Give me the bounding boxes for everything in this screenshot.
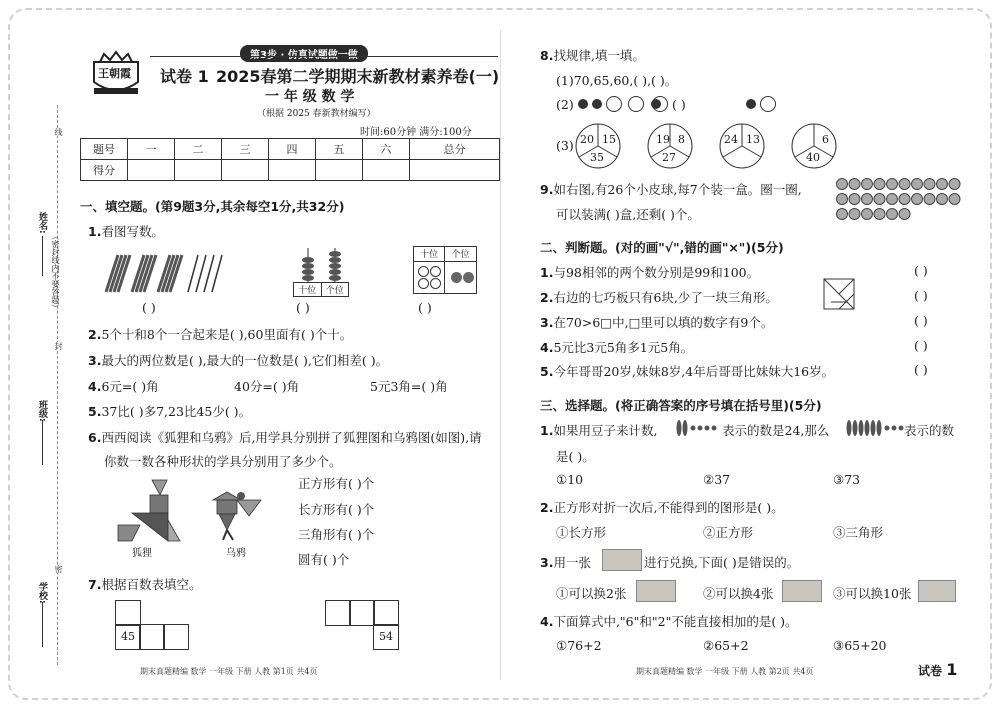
class-underline — [42, 420, 43, 465]
q7-text: 根据百数表填空。 — [101, 577, 202, 592]
q3 — [88, 351, 388, 369]
choice-1-text-b: 表示的数是24,那么 — [722, 423, 830, 438]
q4-part-c: 5元3角=( )角 — [370, 379, 448, 394]
pv-tens-label: 十位 — [414, 247, 445, 262]
score-head: 一 — [128, 139, 175, 160]
choice-3-opt-c[interactable]: ③可以换10张 — [833, 586, 912, 601]
score-cell[interactable] — [268, 160, 315, 181]
choice-3 — [540, 553, 591, 571]
q2 — [88, 325, 352, 343]
section1-title: 一、填空题。(第9题3分,其余每空1分,共32分) — [80, 199, 345, 214]
q7-number: 7. — [88, 577, 102, 592]
choice-1-line1 — [540, 421, 657, 439]
choice-1-line2: 是( )。 — [556, 449, 595, 464]
grid-cell-54: 54 — [373, 624, 399, 650]
ball — [837, 194, 848, 205]
choice-1-text-a: 如果用豆子来计数, — [553, 423, 658, 438]
choice-number: 3. — [540, 555, 554, 570]
ball — [937, 194, 948, 205]
pattern-circle — [652, 96, 668, 112]
choice-2-opt-c[interactable]: ③三角形 — [833, 525, 884, 540]
ball — [849, 179, 860, 190]
shape-square-count: 正方形有( )个 — [298, 476, 375, 491]
ball — [862, 179, 873, 190]
ball — [862, 194, 873, 205]
judge-answer-1[interactable]: ( ) — [914, 263, 928, 278]
seal-mark-seal: 封 — [54, 342, 63, 350]
choice-2 — [540, 498, 784, 516]
ball — [837, 179, 848, 190]
paper-label — [918, 660, 957, 679]
q8-part2-label: (2) — [556, 97, 574, 112]
wheel4-bottom: 40 — [806, 151, 820, 164]
judge-text: 5元比3元5角多1元5角。 — [553, 340, 694, 355]
score-head-row — [81, 139, 500, 160]
q8-part3-label: (3) — [556, 138, 574, 153]
banknote-10 — [918, 580, 956, 602]
ball — [837, 209, 848, 220]
ball — [899, 194, 910, 205]
class-label: 班级: — [37, 400, 47, 422]
ball — [887, 209, 898, 220]
choice-1-opt-b[interactable]: ②37 — [703, 472, 731, 487]
q5-text: 37比( )多7,23比45少( )。 — [101, 404, 252, 419]
q3-text: 最大的两位数是( ),最大的一位数是( ),它们相差( )。 — [101, 353, 389, 368]
ball — [949, 194, 960, 205]
ball — [937, 179, 948, 190]
paper-label-text: 试卷 — [918, 664, 943, 678]
q9-line1 — [540, 180, 802, 198]
grid-cell[interactable] — [163, 624, 189, 650]
q8-text: 找规律,填一填。 — [553, 48, 645, 63]
crow-tangram — [205, 490, 265, 545]
seal-mark-line: 线 — [54, 128, 63, 136]
score-head: 总分 — [409, 139, 499, 160]
q2-text: 5个十和8个一合起来是( ),60里面有( )个十。 — [101, 327, 353, 342]
pv-ones-label: 个位 — [445, 247, 476, 262]
judge-5 — [540, 362, 834, 380]
header-rule — [150, 56, 498, 57]
choice-3-text-a: 用一张 — [553, 555, 591, 570]
grid-cell[interactable] — [373, 600, 399, 626]
paper-label-number: 1 — [946, 660, 958, 679]
q2-number: 2. — [88, 327, 102, 342]
judge-answer-5[interactable]: ( ) — [914, 362, 928, 377]
score-cell[interactable] — [315, 160, 362, 181]
wheel2-right: 8 — [678, 133, 685, 146]
choice-4-opt-c[interactable]: ③65+20 — [833, 638, 887, 653]
ball — [874, 209, 885, 220]
subject-title: 一 年 级 数 学 — [265, 89, 355, 105]
score-cell[interactable] — [128, 160, 175, 181]
score-head: 五 — [315, 139, 362, 160]
seal-mark-close: 密 — [54, 565, 63, 573]
ball — [899, 179, 910, 190]
step-badge: 第3步 · 仿真试题做一做 — [240, 45, 368, 62]
beans-unknown — [845, 418, 905, 438]
grid-cell-45: 45 — [115, 624, 141, 650]
judge-answer-4[interactable]: ( ) — [914, 338, 928, 353]
q4 — [88, 377, 159, 395]
ball — [912, 194, 923, 205]
name-label: 姓名: — [37, 212, 47, 234]
edition-note: （根据 2025 春新教材编写） — [257, 109, 376, 119]
counter — [418, 278, 429, 289]
judge-number: 5. — [540, 364, 554, 379]
abacus-base — [293, 282, 349, 297]
q8-part1: (1)70,65,60,( ),( )。 — [556, 73, 678, 88]
q9-text-1: 如右图,有26个小皮球,每7个装一盒。圈一圈, — [553, 182, 802, 197]
score-row — [81, 160, 500, 181]
wheel3-left: 24 — [724, 133, 738, 146]
choice-3-opt-b[interactable]: ②可以换4张 — [703, 586, 774, 601]
fox-label: 狐狸 — [132, 548, 152, 559]
q1-text: 看图写数。 — [101, 224, 164, 239]
ball — [874, 179, 885, 190]
q1-blank-3[interactable]: ( ) — [418, 300, 432, 315]
q4-part-a: 6元=( )角 — [101, 379, 159, 394]
pattern-circle — [760, 96, 776, 112]
choice-number: 1. — [540, 423, 554, 438]
pattern-dot — [578, 99, 588, 109]
crow-label: 乌鸦 — [226, 548, 246, 559]
logo-text: 王朝霞 — [98, 67, 131, 80]
shape-triangle-count: 三角形有( )个 — [298, 527, 375, 542]
section2-title: 二、判断题。(对的画"√",错的画"×")(5分) — [540, 240, 784, 255]
grid-cell[interactable] — [349, 600, 375, 626]
q3-number: 3. — [88, 353, 102, 368]
seal-line — [57, 105, 58, 665]
choice-3-opt-a[interactable]: ①可以换2张 — [556, 586, 627, 601]
score-label: 得分 — [81, 160, 128, 181]
q5-number: 5. — [88, 404, 102, 419]
ball — [899, 209, 910, 220]
name-underline — [42, 236, 44, 276]
grid-cell[interactable] — [115, 600, 141, 626]
score-head: 四 — [268, 139, 315, 160]
footer-left: 期末真题精编 数学 一年级 下册 人教 第1页 共4页 — [140, 667, 318, 676]
brand-logo — [86, 48, 146, 100]
ball — [924, 194, 935, 205]
judge-1 — [540, 263, 759, 281]
counter — [451, 272, 462, 283]
ball — [874, 194, 885, 205]
ball — [949, 179, 960, 190]
ball — [912, 179, 923, 190]
q9-line2: 可以装满( )盒,还剩( )个。 — [556, 207, 700, 222]
q6-number: 6. — [88, 430, 102, 445]
tangram-square — [823, 278, 855, 310]
school-label: 学校: — [37, 582, 47, 604]
page-divider — [500, 30, 501, 680]
score-head: 二 — [174, 139, 221, 160]
counter — [430, 266, 441, 277]
q1-stem — [88, 222, 164, 240]
pattern-circle — [628, 96, 644, 112]
judge-number: 3. — [540, 315, 554, 330]
score-cell[interactable] — [362, 160, 409, 181]
ball — [849, 209, 860, 220]
ball — [862, 209, 873, 220]
score-head: 三 — [221, 139, 268, 160]
ball — [924, 179, 935, 190]
score-head: 六 — [362, 139, 409, 160]
q6-line2: 你数一数各种形状的学具分别用了多少个。 — [104, 454, 342, 469]
q1-blank-2[interactable]: ( ) — [296, 300, 310, 315]
wheel1-left: 20 — [580, 133, 594, 146]
school-underline — [42, 602, 43, 647]
judge-text: 在70>6□中,□里可以填的数字有9个。 — [553, 315, 774, 330]
score-cell[interactable] — [221, 160, 268, 181]
section3-title: 三、选择题。(将正确答案的序号填在括号里)(5分) — [540, 398, 822, 413]
choice-1-opt-c[interactable]: ③73 — [833, 472, 861, 487]
judge-4 — [540, 338, 693, 356]
q6-line1 — [88, 428, 482, 446]
choice-1-text-c: 表示的数 — [904, 423, 955, 438]
judge-number: 4. — [540, 340, 554, 355]
choice-2-opt-b[interactable]: ②正方形 — [703, 525, 754, 540]
ball — [887, 179, 898, 190]
time-score: 时间:60分钟 满分:100分 — [360, 127, 472, 138]
judge-2 — [540, 288, 778, 306]
choice-number: 2. — [540, 500, 554, 515]
wheel3-right: 13 — [746, 133, 760, 146]
judge-text: 与98相邻的两个数分别是99和100。 — [553, 265, 760, 280]
pattern-dot — [592, 99, 602, 109]
fox-tangram — [112, 475, 182, 545]
judge-answer-3[interactable]: ( ) — [914, 313, 928, 328]
ball — [849, 194, 860, 205]
shape-rectangle-count: 长方形有( )个 — [298, 502, 375, 517]
counter — [430, 278, 441, 289]
q1-number: 1. — [88, 224, 102, 239]
place-value-chart — [413, 246, 477, 294]
q9-number: 9. — [540, 182, 554, 197]
wheel2-bottom: 27 — [662, 151, 676, 164]
q4-part-b: 40分=( )角 — [234, 379, 300, 394]
choice-4-text: 下面算式中,"6"和"2"不能直接相加的是( )。 — [553, 614, 798, 629]
wheel1-right: 15 — [602, 133, 616, 146]
q7 — [88, 575, 201, 593]
q8-number: 8. — [540, 48, 554, 63]
grid-cell[interactable] — [325, 600, 351, 626]
judge-number: 2. — [540, 290, 554, 305]
pv-divider — [444, 261, 445, 293]
judge-text: 右边的七巧板只有6块,少了一块三角形。 — [553, 290, 778, 305]
score-cell[interactable] — [174, 160, 221, 181]
shape-circle-count: 圆有( )个 — [298, 552, 350, 567]
grid-cell[interactable] — [139, 624, 165, 650]
choice-3-text-b: 进行兑换,下面( )是错误的。 — [644, 555, 800, 570]
q5 — [88, 402, 251, 420]
choice-4-opt-a[interactable]: ①76+2 — [556, 638, 602, 653]
pattern-dot — [746, 99, 756, 109]
seal-note: （密封线内不要答题） — [51, 232, 60, 312]
choice-2-text: 正方形对折一次后,不能得到的图形是( )。 — [553, 500, 784, 515]
paper-number: 试卷 1 — [160, 67, 209, 86]
score-cell[interactable] — [409, 160, 499, 181]
judge-number: 1. — [540, 265, 554, 280]
footer-right: 期末真题精编 数学 一年级 下册 人教 第2页 共4页 — [636, 667, 814, 676]
banknote-50 — [636, 580, 676, 602]
q1-blank-1[interactable]: ( ) — [142, 300, 156, 315]
choice-4-opt-b[interactable]: ②65+2 — [703, 638, 749, 653]
score-head: 题号 — [81, 139, 128, 160]
banknote-100 — [602, 549, 642, 571]
ball — [887, 194, 898, 205]
choice-number: 4. — [540, 614, 554, 629]
counter — [418, 266, 429, 277]
banknote-20 — [782, 580, 822, 602]
choice-2-opt-a[interactable]: ①长方形 — [556, 525, 607, 540]
wheel1-bottom: 35 — [590, 151, 604, 164]
judge-text: 今年哥哥20岁,妹妹8岁,4年后哥哥比妹妹大16岁。 — [553, 364, 835, 379]
q6-text-1: 西西阅读《狐狸和乌鸦》后,用学具分别拼了狐狸图和乌鸦图(如图),请 — [101, 430, 482, 445]
counter — [463, 272, 474, 283]
q8-part2-blank[interactable]: ( ) — [672, 97, 686, 112]
judge-3 — [540, 313, 773, 331]
judge-answer-2[interactable]: ( ) — [914, 288, 928, 303]
q4-number: 4. — [88, 379, 102, 394]
balls-picture — [835, 176, 965, 224]
exam-title: 2025春第二学期期末新教材素养卷(一) — [216, 67, 500, 86]
wheel4-right: 6 — [822, 133, 829, 146]
sticks-picture — [100, 250, 230, 295]
pattern-circle — [606, 96, 622, 112]
choice-4 — [540, 612, 798, 630]
abacus-ones-label: 个位 — [325, 286, 344, 296]
choice-1-opt-a[interactable]: ①10 — [556, 472, 584, 487]
q8 — [540, 46, 645, 64]
abacus-tens-label: 十位 — [294, 283, 322, 296]
wheel2-left: 19 — [656, 133, 670, 146]
score-table — [80, 138, 500, 181]
